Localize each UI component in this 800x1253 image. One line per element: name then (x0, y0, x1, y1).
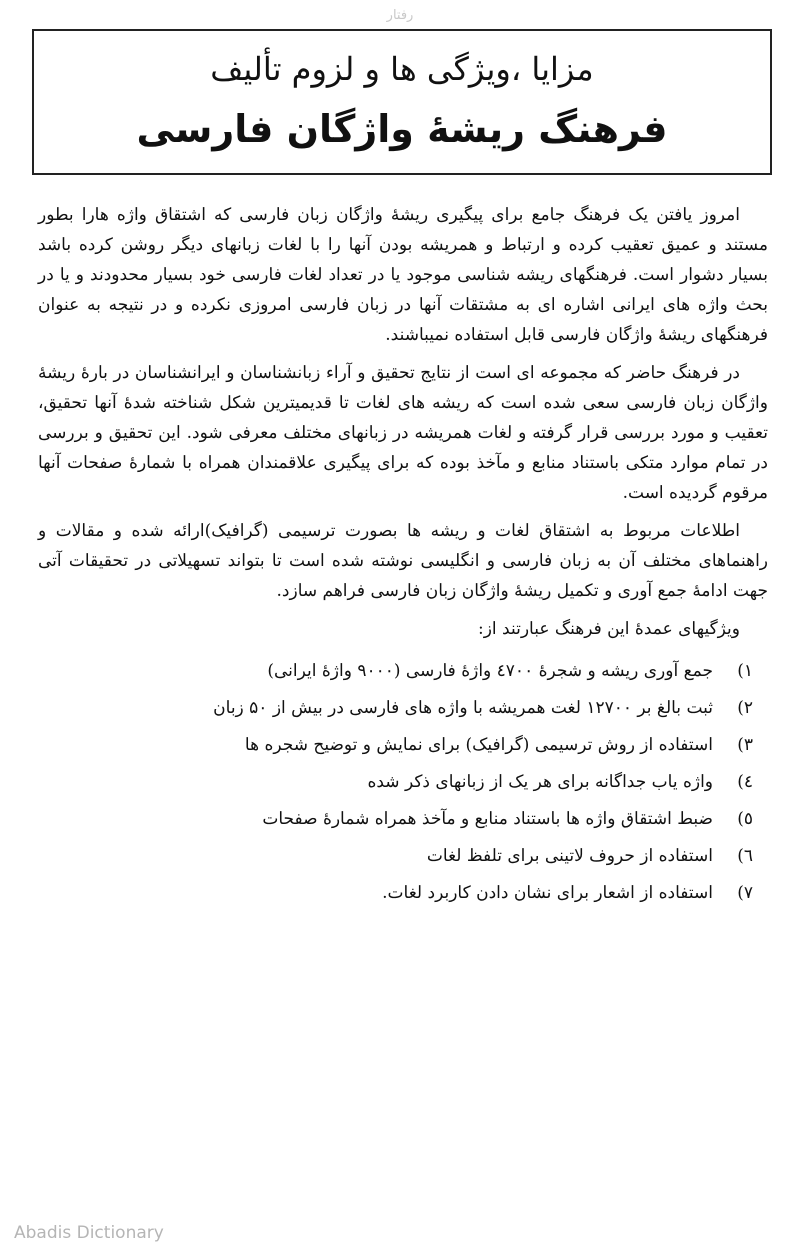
feature-number: ٥) (737, 809, 753, 829)
feature-item (38, 730, 753, 760)
feature-number: ٦) (737, 846, 753, 866)
paragraph-intro: امروز یافتن یک فرهنگ جامع برای پیگیری ریشهٔ واژگان زبان فارسی که اشتقاق واژه هارا بطور مستند و عمیق تعقیب کرده و ارتباط و همریشه بودن آنها را با لغات زبانهای دیگر روشن کرده باشد بسیار دشوار است. فرهنگهای ریشه شناسی موجود یا در تعداد لغات فارسی خود بسیار محدودند و یا در بحث واژه های ایرانی اشاره ای به مشتقات آنها در زبان فارسی امروزی نکرده و در نتیجه به عنوان فرهنگهای ریشهٔ واژگان فارسی قابل استفاده نمیباشند. (38, 205, 768, 345)
features-heading: ویژگیهای عمدهٔ این فرهنگ عبارتند از: (477, 619, 740, 639)
feature-text: جمع آوری ریشه و شجرهٔ ٤٧٠٠ واژهٔ فارسی (۹۰۰۰ واژهٔ ایرانی) (267, 661, 713, 681)
feature-item (38, 804, 753, 834)
feature-number: ۷) (737, 883, 753, 903)
feature-item (38, 693, 753, 723)
top-label: رفتار (386, 8, 414, 23)
paragraph-research: در فرهنگ حاضر که مجموعه ای است از نتایج تحقیق و آراء زبانشناسان و ایرانشناسان در بارهٔ ریشهٔ واژگان زبان فارسی سعی شده است که ریشه های لغات تا قدیمیترین شکل شناخته شدهٔ آنها تحقیق، تعقیب و مورد بررسی قرار گرفته و لغات همریشه در زبانهای مختلف معرفی شود. این تحقیق و بررسی در تمام موارد متکی باستناد منابع و مآخذ بوده که برای پیگیری علاقمندان همراه با شمارهٔ صفحات آنها مرقوم گردیده است. (38, 363, 768, 503)
feature-number: ۲) (737, 698, 753, 718)
feature-item (38, 656, 753, 686)
feature-text: ثبت بالغ بر ۱۲۷۰۰ لغت همریشه با واژه های فارسی در بیش از ۵۰ زبان (213, 698, 713, 718)
feature-item (38, 841, 753, 871)
paragraph-graphics: اطلاعات مربوط به اشتقاق لغات و ریشه ها بصورت ترسیمی (گرافیک)ارائه شده و مقالات و راهنماهای مختلف آن به زبان فارسی و انگلیسی نوشته شده است تا بتواند تسهیلاتی در تحقیقات آتی جهت ادامهٔ جمع آوری و تکمیل ریشهٔ واژگان زبان فارسی فراهم سازد. (38, 521, 768, 601)
feature-item (38, 878, 753, 908)
watermark: Abadis Dictionary (14, 1223, 164, 1243)
feature-text: ضبط اشتقاق واژه ها باستناد منابع و مآخذ همراه شمارهٔ صفحات (262, 809, 713, 829)
feature-number: ٤) (737, 772, 753, 792)
feature-number: ۱) (737, 661, 753, 681)
title-line-2: فرهنگ ریشهٔ واژگان فارسی (136, 107, 668, 151)
feature-item (38, 767, 753, 797)
feature-text: استفاده از اشعار برای نشان دادن کاربرد لغات. (382, 883, 713, 903)
feature-text: واژه یاب جداگانه برای هر یک از زبانهای ذکر شده (367, 772, 713, 792)
feature-text: استفاده از حروف لاتینی برای تلفظ لغات (426, 846, 713, 866)
title-line-1: مزایا ،ویژگی ها و لزوم تألیف (210, 50, 594, 88)
features-list (38, 656, 768, 908)
feature-number: ۳) (737, 735, 753, 755)
feature-text: استفاده از روش ترسیمی (گرافیک) برای نمایش و توضیح شجره ها (244, 735, 713, 755)
document-body (38, 200, 768, 915)
title-box (32, 29, 772, 175)
